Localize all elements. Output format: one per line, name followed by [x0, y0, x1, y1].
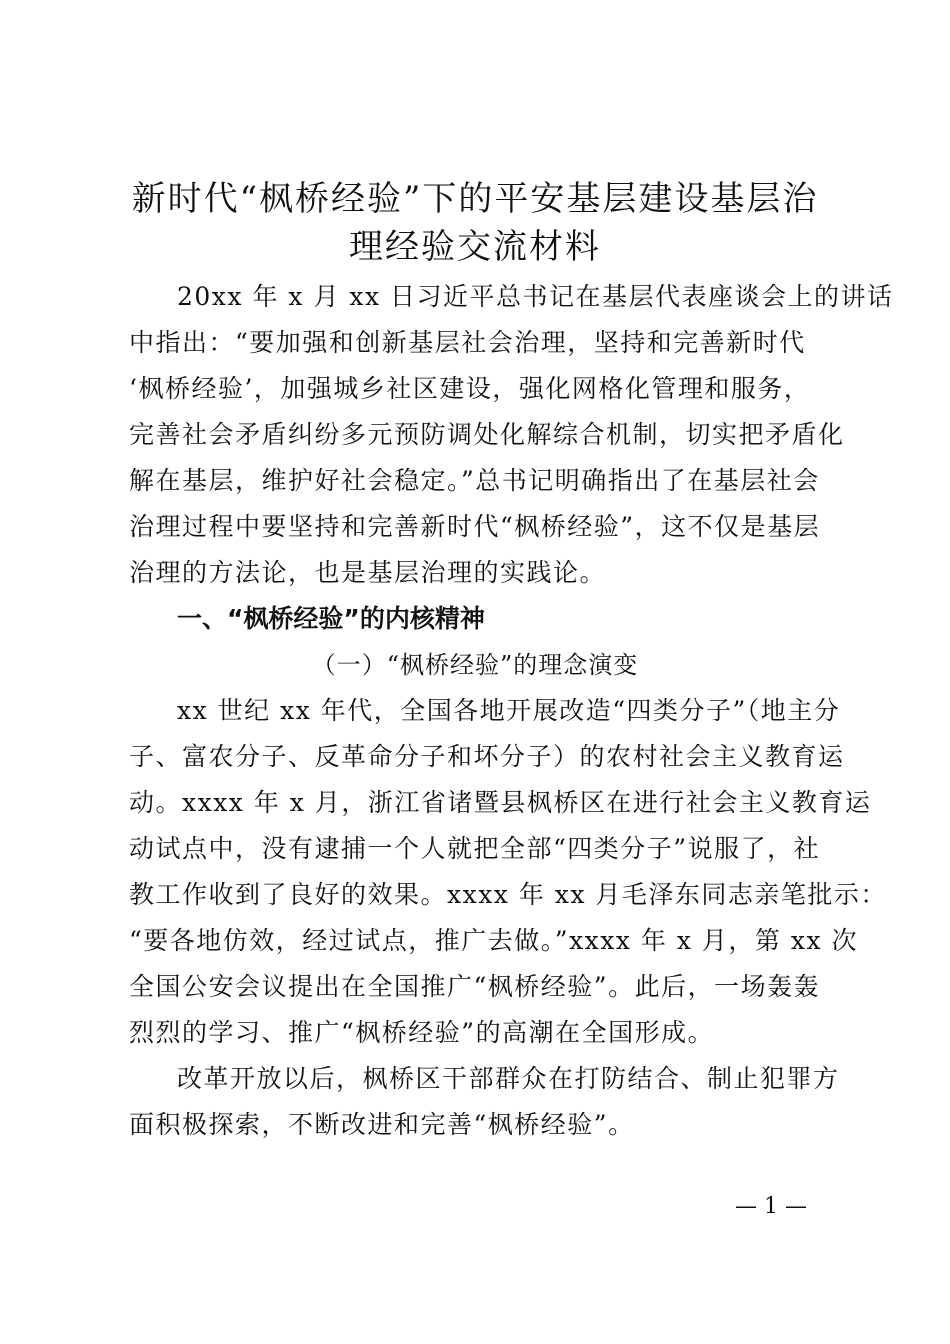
intro-line-3: ‘枫桥经验’，加强城乡社区建设，强化网格化管理和服务，	[129, 374, 811, 403]
paragraph-2-line-1: xx 世纪 xx 年代，全国各地开展改造“四类分子”（地主分	[177, 696, 841, 725]
section-heading: 一、“枫桥经验”的内核精神	[177, 604, 485, 633]
paragraph-2-line-8: 烈烈的学习、推广“枫桥经验”的高潮在全国形成。	[129, 1018, 715, 1047]
document-title-line-2: 理经验交流材料	[349, 227, 601, 267]
paragraph-2-line-3: 动。xxxx 年 x 月，浙江省诸暨县枫桥区在进行社会主义教育运	[129, 788, 872, 817]
paragraph-2-line-7: 全国公安会议提出在全国推广“枫桥经验”。此后，一场轰轰	[129, 972, 821, 1001]
paragraph-3-line-2: 面积极探索，不断改进和完善“枫桥经验”。	[129, 1110, 635, 1139]
document-title-line-1: 新时代“枫桥经验”下的平安基层建设基层治	[131, 179, 819, 219]
intro-line-7: 治理的方法论，也是基层治理的实践论。	[129, 558, 607, 587]
paragraph-3-line-1: 改革开放以后，枫桥区干部群众在打防结合、制止犯罪方	[177, 1064, 840, 1093]
intro-line-1: 20xx 年 x 月 xx 日习近平总书记在基层代表座谈会上的讲话	[177, 282, 894, 311]
intro-line-4: 完善社会矛盾纠纷多元预防调处化解综合机制，切实把矛盾化	[129, 420, 845, 449]
paragraph-2-line-6: “要各地仿效，经过试点，推广去做。”xxxx 年 x 月，第 xx 次	[129, 926, 858, 955]
paragraph-2-line-4: 动试点中，没有逮捕一个人就把全部“四类分子”说服了，社	[129, 834, 821, 863]
intro-line-5: 解在基层，维护好社会稳定。”总书记明确指出了在基层社会	[129, 466, 820, 495]
intro-line-2: 中指出：“要加强和创新基层社会治理，坚持和完善新时代	[129, 328, 806, 357]
subsection-heading: （一）“枫桥经验”的理念演变	[311, 651, 639, 679]
paragraph-2-line-2: 子、富农分子、反革命分子和坏分子）的农村社会主义教育运	[129, 742, 845, 771]
intro-line-6: 治理过程中要坚持和完善新时代“枫桥经验”，这不仅是基层	[129, 512, 821, 541]
paragraph-2-line-5: 教工作收到了良好的效果。xxxx 年 xx 月毛泽东同志亲笔批示：	[129, 880, 887, 909]
page-number: — 1 —	[735, 1194, 807, 1219]
